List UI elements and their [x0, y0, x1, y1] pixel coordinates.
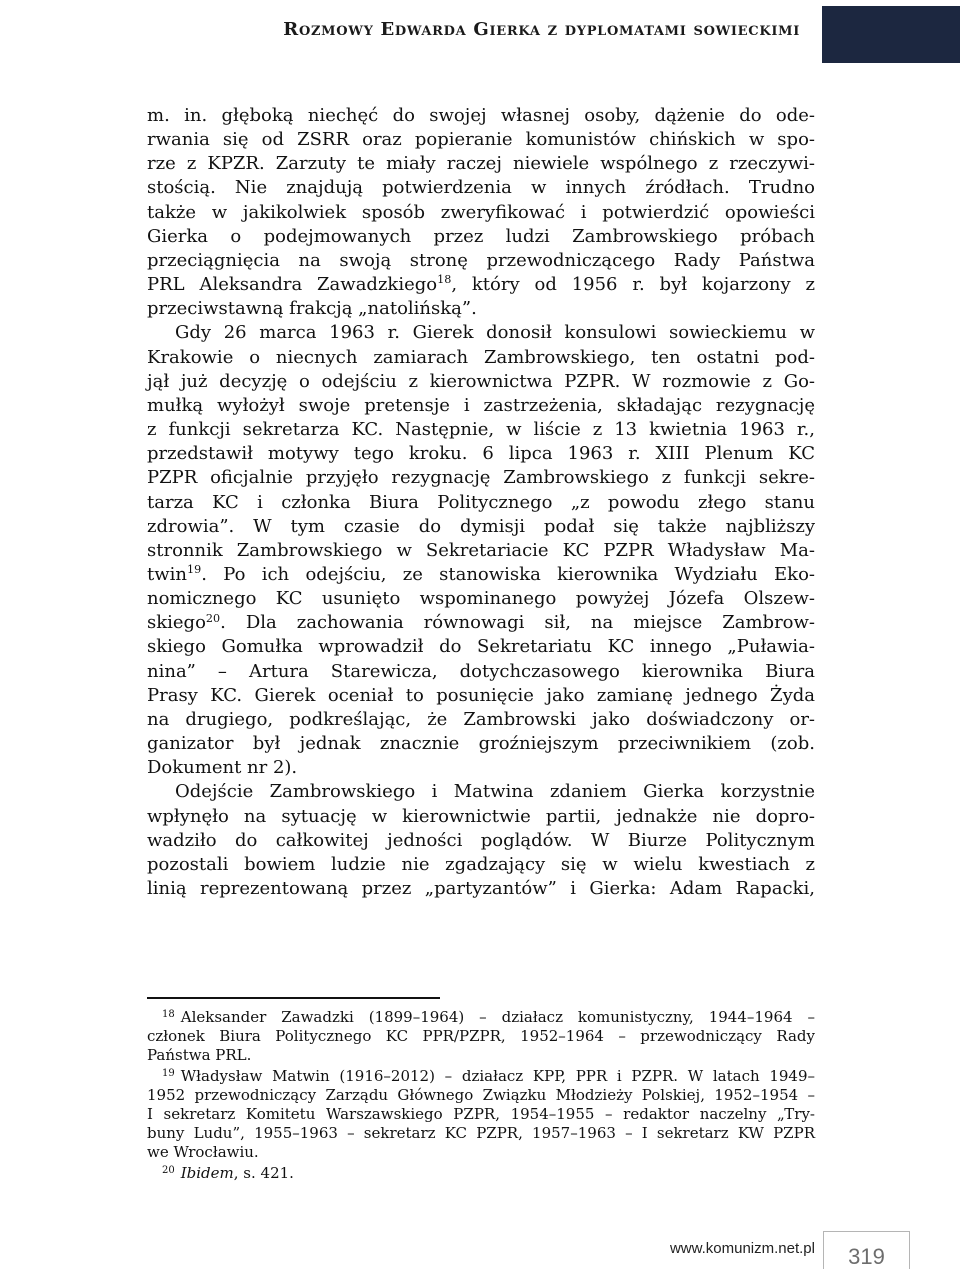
text-line: jął już decyzję o odejściu z kierownictwa PZPR. W rozmowie z Go- [147, 370, 815, 392]
text-line: skiego Gomułka wprowadził do Sekretariatu KC innego „Puławia- [147, 636, 815, 658]
footnote-line [147, 1067, 815, 1086]
text-line: stronnik Zambrowskiego w Sekretariacie KC PZPR Władysław Ma- [147, 539, 815, 561]
text-line: Prasy KC. Gierek oceniał to posunięcie jako zamianę jednego Żyda [147, 684, 815, 706]
text-run: Aleksander Zawadzki (1899–1964) – działacz komunistyczny, 1944–1964 – [180, 1008, 815, 1026]
text-line: zdrowia”. W tym czasie do dymisji podał się także najbliższy [147, 515, 815, 537]
text-line [147, 611, 815, 635]
text-line: pozostali bowiem ludzie nie zgadzający się w wielu kwestiach z [147, 853, 815, 875]
text-line: linią reprezentowaną przez „partyzantów” i Gierka: Adam Rapacki, [147, 878, 815, 899]
website-url: www.komunizm.net.pl [669, 1240, 815, 1257]
main-text [147, 104, 815, 901]
text-line [147, 273, 815, 297]
text-line: przeciwstawną frakcją „natolińską”. [147, 298, 477, 320]
text-line: mułką wyłożył swoje pretensje i zastrzeżenia, składając rezygnację [147, 394, 815, 416]
text-line: rze z KPZR. Zarzuty te miały raczej niewiele wspólnego z rzeczywi- [147, 153, 815, 175]
text-line: Gdy 26 marca 1963 r. Gierek donosił konsulowi sowieckiemu w [175, 322, 815, 344]
text-line: na drugiego, podkreślając, że Zambrowski jako doświadczony or- [147, 708, 815, 730]
text-run: Władysław Matwin (1916–2012) – działacz KPP, PPR i PZPR. W latach 1949– [180, 1067, 815, 1085]
italic-title: Ibidem [180, 1164, 234, 1182]
text-line: Gierka o podejmowanych przez ludzi Zambrowskiego próbach [147, 225, 815, 247]
page-number: 319 [848, 1244, 885, 1269]
text-line: przeciągnięcia na swoją stronę przewodniczącego Rady Państwa [147, 249, 815, 271]
text-line: Odejście Zambrowskiego i Matwina zdaniem Gierka korzystnie [175, 781, 815, 803]
footnote-separator [147, 997, 440, 999]
paragraph [147, 321, 815, 780]
paragraph [147, 104, 815, 321]
footnote-line: 1952 przewodniczący Zarządu Głównego Związku Młodzieży Polskiej, 1952–1954 – [147, 1086, 815, 1104]
footnote-line: buny Ludu”, 1955–1963 – sekretarz KC PZPR, 1957–1963 – I sekretarz KW PZPR [147, 1124, 815, 1142]
text-line: z funkcji sekretarza KC. Następnie, w liście z 13 kwietnia 1963 r., [147, 419, 815, 441]
text-line [147, 563, 815, 587]
text-line: Dokument nr 2). [147, 757, 298, 779]
header-color-block [822, 6, 960, 63]
footnote-number: 18 [162, 1009, 175, 1020]
footnotes [147, 1008, 815, 1183]
text-line: Krakowie o niecnych zamiarach Zambrowskiego, ten ostatni pod- [147, 346, 815, 368]
footnote-number: 20 [162, 1165, 175, 1176]
text-run: skiego [147, 612, 206, 634]
text-run: . Dla zachowania równowagi sił, na miejsce Zambrow- [220, 612, 815, 634]
paragraph [147, 780, 815, 901]
text-line: nomicznego KC usunięto wspominanego powyżej Józefa Olszew- [147, 588, 815, 610]
footnote-ref: 18 [437, 273, 452, 287]
text-line: rwania się od ZSRR oraz popieranie komunistów chińskich w spo- [147, 129, 815, 151]
footnote-ref: 20 [205, 611, 221, 625]
text-line: także w jakikolwiek sposób zweryfikować i potwierdzić opowieści [147, 201, 815, 223]
text-run: twin [147, 563, 187, 585]
text-line: tarza KC i członka Biura Politycznego „z powodu złego stanu [147, 491, 815, 513]
text-run: . Po ich odejściu, ze stanowiska kierownika Wydziału Eko- [201, 563, 815, 585]
footnote [147, 1164, 815, 1183]
text-line: m. in. głęboką niechęć do swojej własnej osoby, dążenie do ode- [147, 105, 815, 126]
footnote [147, 1008, 815, 1065]
text-line: ganizator był jednak znacznie groźniejszym przeciwnikiem (zob. [147, 733, 815, 755]
footnote-line: we Wrocławiu. [147, 1143, 259, 1161]
footnote-ref: 19 [187, 563, 202, 577]
footnote [147, 1067, 815, 1162]
text-run: , s. 421. [233, 1164, 294, 1182]
page-number-box [823, 1231, 910, 1269]
footnote-line [147, 1008, 815, 1027]
text-line: nina” – Artura Starewicza, dotychczasowego kierownika Biura [147, 660, 815, 682]
footnote-line: I sekretarz Komitetu Warszawskiego PZPR, 1954–1955 – redaktor naczelny „Try- [147, 1105, 815, 1123]
text-run: , który od 1956 r. był kojarzony z [451, 274, 815, 296]
text-line: przedstawił motywy tego kroku. 6 lipca 1963 r. XIII Plenum KC [147, 443, 815, 465]
text-line: wpłynęło na sytuację w kierownictwie partii, jednakże nie dopro- [147, 805, 815, 827]
footnote-line: członek Biura Politycznego KC PPR/PZPR, 1952–1964 – przewodniczący Rady [147, 1027, 815, 1045]
text-line: PZPR oficjalnie przyjęło rezygnację Zambrowskiego z funkcji sekre- [147, 467, 815, 489]
text-line: wadziło do całkowitej jedności poglądów. W Biurze Politycznym [147, 829, 815, 851]
running-title: Rozmowy Edwarda Gierka z dyplomatami sowieckimi [283, 19, 800, 40]
text-run: PRL Aleksandra Zawadzkiego [147, 274, 438, 296]
footnote-line [147, 1164, 815, 1183]
footnote-number: 19 [162, 1068, 175, 1079]
footnote-line: Państwa PRL. [147, 1046, 252, 1064]
text-line: stością. Nie znajdują potwierdzenia w innych źródłach. Trudno [147, 177, 815, 199]
